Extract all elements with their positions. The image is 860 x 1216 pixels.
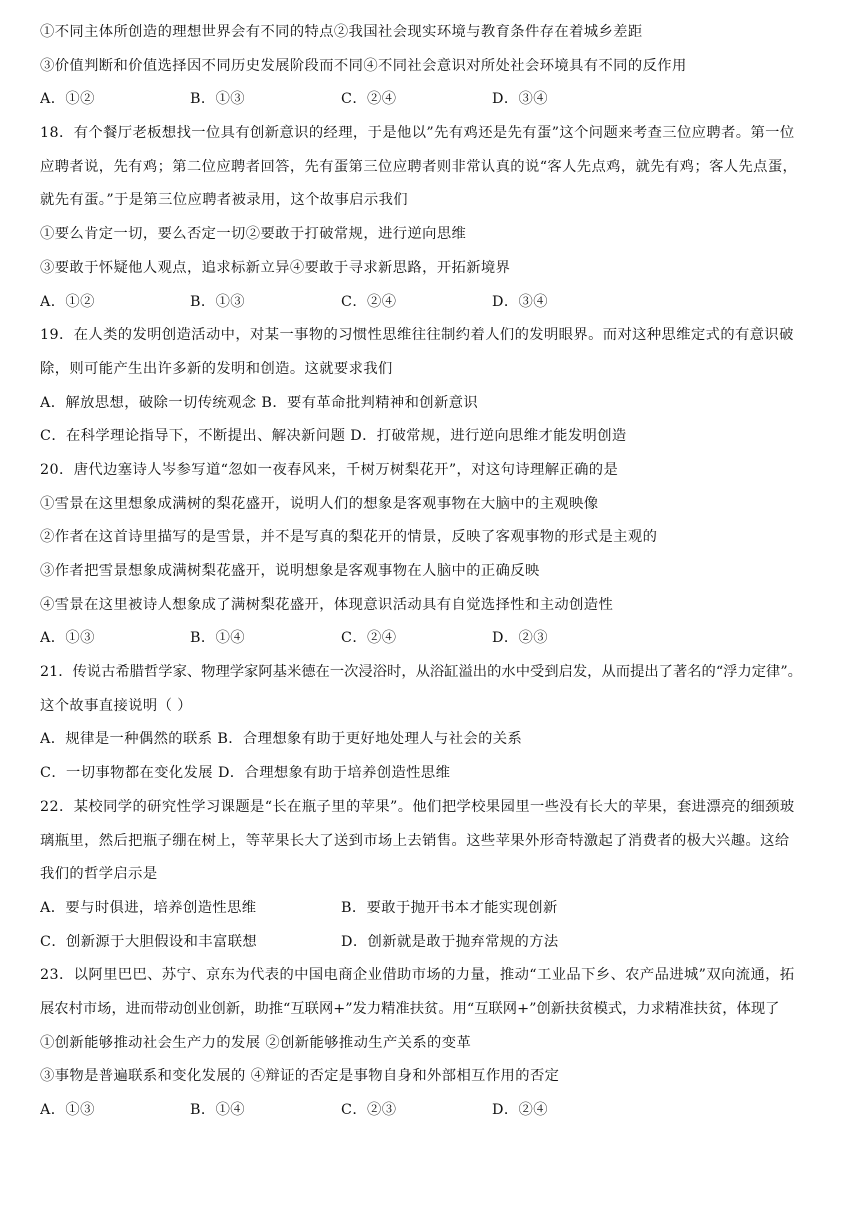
q18-option-d: D．③④ — [492, 293, 548, 310]
q23-option-c: C．②③ — [341, 1102, 397, 1118]
q17-option-a: A．①② — [40, 91, 95, 108]
q23-options — [40, 1094, 840, 1128]
q22-option-d: D．创新就是敢于抛弃常规的方法 — [341, 933, 559, 950]
q19-stem-line-2: 除，则可能产生出许多新的发明和创造。这就要求我们 — [40, 360, 393, 377]
q23-option-d: D．②④ — [492, 1102, 548, 1118]
q18-option-c: C．②④ — [341, 293, 397, 310]
q18-stem-line-1: 18．有个餐厅老板想找一位具有创新意识的经理，于是他以”先有鸡还是先有蛋”这个问题来考查三位应聘者。第一位 — [40, 125, 795, 142]
q20-option-b: B．①④ — [190, 630, 245, 647]
q22-stem-line-2: 璃瓶里，然后把瓶子绷在树上，等苹果长大了送到市场上去销售。这些苹果外形奇特激起了消费者的极大兴趣。这给 — [40, 832, 790, 849]
q20-statement-2: ②作者在这首诗里描写的是雪景，并不是写真的梨花开的情景，反映了客观事物的形式是主观的 — [40, 529, 658, 546]
q17-option-c: C．②④ — [341, 91, 397, 108]
q23-stem-line-1: 23．以阿里巴巴、苏宁、京东为代表的中国电商企业借助市场的力量，推动“工业品下乡、农产品进城”双向流通，拓 — [40, 967, 795, 984]
q18-option-b: B．①③ — [190, 293, 245, 310]
q21-options-c-d: C．一切事物都在变化发展 D．合理想象有助于培养创造性思维 — [40, 765, 451, 782]
q23-option-a: A．①③ — [40, 1102, 95, 1118]
q23-statement-3-4: ③事物是普遍联系和变化发展的 ④辩证的否定是事物自身和外部相互作用的否定 — [40, 1068, 560, 1085]
q17-options — [40, 83, 840, 117]
q21-stem-line-2: 这个故事直接说明（ ） — [40, 697, 192, 714]
q20-option-a: A．①③ — [40, 630, 95, 647]
exam-page — [40, 16, 840, 1128]
q18-stem-line-2: 应聘者说，先有鸡；第二位应聘者回答，先有蛋第三位应聘者则非常认真的说“客人先点鸡，就先有鸡；客人先点蛋， — [40, 158, 798, 175]
q23-statement-1-2: ①创新能够推动社会生产力的发展 ②创新能够推动生产关系的变革 — [40, 1034, 472, 1051]
q18-stem-line-3: 就先有蛋。”于是第三位应聘者被录用，这个故事启示我们 — [40, 192, 408, 209]
q17-option-d: D．③④ — [492, 91, 548, 108]
q22-stem-line-1: 22．某校同学的研究性学习课题是“长在瓶子里的苹果”。他们把学校果园里一些没有长大的苹果，套进漂亮的细颈玻 — [40, 798, 795, 815]
q20-statement-1: ①雪景在这里想象成满树的梨花盛开，说明人们的想象是客观事物在大脑中的主观映像 — [40, 495, 599, 512]
q19-options-a-b: A．解放思想，破除一切传统观念 B．要有革命批判精神和创新意识 — [40, 394, 479, 411]
q18-option-a: A．①② — [40, 293, 95, 310]
q17-option-b: B．①③ — [190, 91, 245, 108]
q20-option-c: C．②④ — [341, 630, 397, 647]
q22-options-a-b — [40, 892, 840, 926]
q23-stem-line-2: 展农村市场，进而带动创业创新，助推“互联网+”发力精准扶贫。用“互联网+”创新扶贫模式，力求精准扶贫，体现了 — [40, 1000, 780, 1017]
q20-statement-4: ④雪景在这里被诗人想象成了满树梨花盛开，体现意识活动具有自觉选择性和主动创造性 — [40, 596, 614, 613]
q20-options — [40, 622, 840, 656]
q21-stem-line-1: 21．传说古希腊哲学家、物理学家阿基米德在一次浸浴时，从浴缸溢出的水中受到启发，从而提出了著名的“浮力定律”。 — [40, 664, 802, 681]
q22-stem-line-3: 我们的哲学启示是 — [40, 866, 158, 883]
q17-statement-3-4: ③价值判断和价值选择因不同历史发展阶段而不同④不同社会意识对所处社会环境具有不同的反作用 — [40, 57, 687, 74]
q21-options-a-b: A．规律是一种偶然的联系 B．合理想象有助于更好地处理人与社会的关系 — [40, 731, 523, 748]
q19-stem-line-1: 19．在人类的发明创造活动中，对某一事物的习惯性思维往往制约着人们的发明眼界。而对这种思维定式的有意识破 — [40, 327, 794, 344]
q23-option-b: B．①④ — [190, 1102, 245, 1118]
q22-option-b: B．要敢于抛开书本才能实现创新 — [341, 899, 558, 916]
q22-options-c-d — [40, 926, 840, 960]
q18-options — [40, 286, 840, 320]
q20-stem: 20．唐代边塞诗人岑参写道“忽如一夜春风来，千树万树梨花开”，对这句诗理解正确的是 — [40, 461, 619, 478]
q18-statement-3-4: ③要敢于怀疑他人观点，追求标新立异④要敢于寻求新思路，开拓新境界 — [40, 259, 511, 276]
q22-option-a: A．要与时俱进，培养创造性思维 — [40, 899, 257, 916]
q20-statement-3: ③作者把雪景想象成满树梨花盛开，说明想象是客观事物在人脑中的正确反映 — [40, 563, 540, 579]
q17-statement-1-2: ①不同主体所创造的理想世界会有不同的特点②我国社会现实环境与教育条件存在着城乡差距 — [40, 24, 643, 40]
q22-option-c: C．创新源于大胆假设和丰富联想 — [40, 933, 258, 950]
q19-options-c-d: C．在科学理论指导下，不断提出、解决新问题 D．打破常规，进行逆向思维才能发明创造 — [40, 428, 627, 445]
q18-statement-1-2: ①要么肯定一切，要么否定一切②要敢于打破常规，进行逆向思维 — [40, 226, 467, 243]
q20-option-d: D．②③ — [492, 630, 548, 647]
